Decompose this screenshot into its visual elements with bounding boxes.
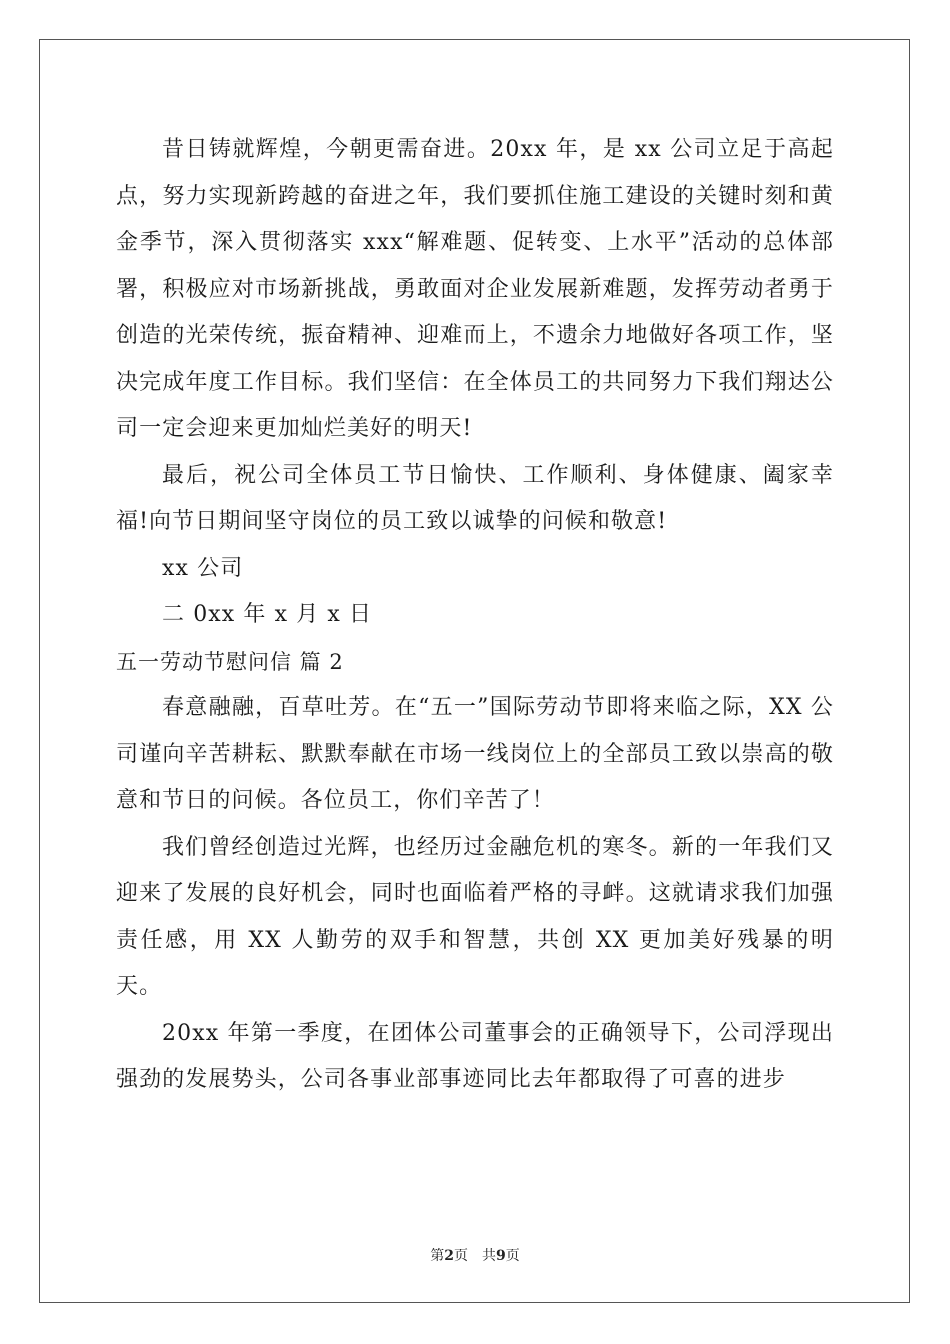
paragraph: 春意融融，百草吐芳。在“五一”国际劳动节即将来临之际，XX 公司谨向辛苦耕耘、默默奉献在市场一线岗位上的全部员工致以崇高的敬意和节日的问候。各位员工，你们辛苦了！ [116, 695, 834, 813]
section-heading: 五一劳动节慰问信 篇 2 [116, 649, 344, 674]
page-footer [0, 1245, 950, 1265]
document-body [116, 127, 834, 1104]
paragraph: 最后，祝公司全体员工节日愉快、工作顺利、身体健康、阖家幸福!向节日期间坚守岗位的员工致以诚挚的问候和敬意! [116, 462, 834, 534]
current-page-number: 2 [444, 1248, 454, 1264]
paragraph: 昔日铸就辉煌，今朝更需奋进。20xx 年，是 xx 公司立足于高起点，努力实现新跨越的奋进之年，我们要抓住施工建设的关键时刻和黄金季节，深入贯彻落实 xxx“解难题、促转变、上水平”活动的总体部署，积极应对市场新挑战，勇敢面对企业发展新难题，发挥劳动者勇于创造的光荣传统，振奋精神、迎难而上，不遗余力地做好各项工作，坚决完成年度工作目标。我们坚信：在全体员工的共同努力下我们翔达公司一定会迎来更加灿烂美好的明天! [116, 137, 834, 441]
paragraph: 20xx 年第一季度，在团体公司董事会的正确领导下，公司浮现出强劲的发展势头，公司各事业部事迹同比去年都取得了可喜的进步 [116, 1020, 834, 1092]
signature-date: 二 0xx 年 x 月 x 日 [162, 602, 373, 627]
paragraph: 我们曾经创造过光辉，也经历过金融危机的寒冬。新的一年我们又迎来了发展的良好机会，同时也面临着严格的寻衅。这就请求我们加强责任感，用 XX 人勤劳的双手和智慧，共创 XX 更加美好残暴的明天。 [116, 834, 834, 999]
footer-mid: 页 共 [454, 1248, 496, 1264]
total-page-number: 9 [496, 1248, 506, 1264]
footer-prefix: 第 [430, 1248, 445, 1264]
signature-company: xx 公司 [162, 555, 244, 581]
footer-suffix: 页 [505, 1248, 520, 1264]
